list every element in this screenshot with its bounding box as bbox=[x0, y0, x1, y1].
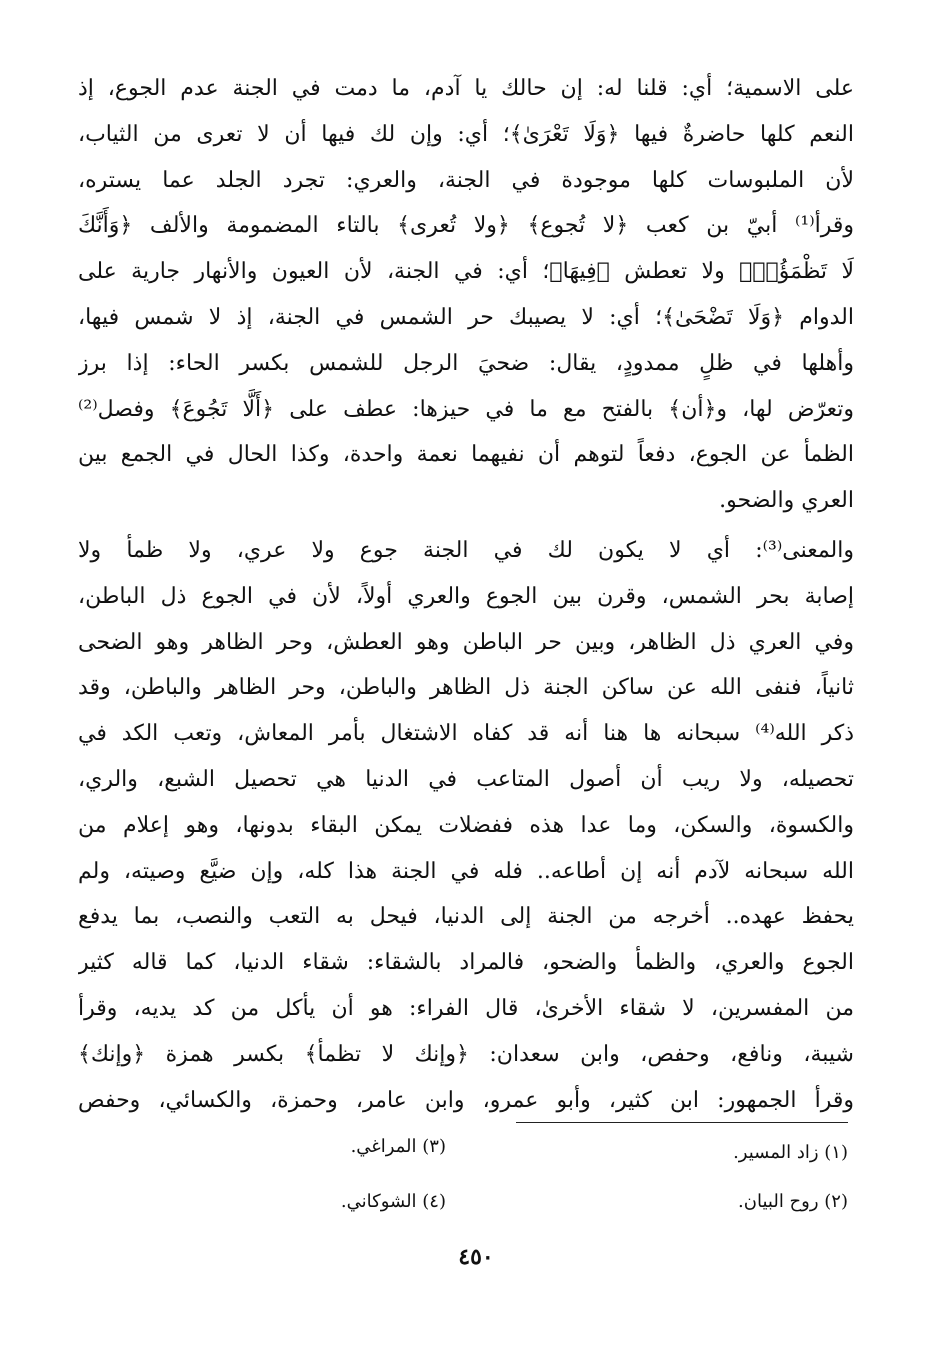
text-line-8: وتعرّض لها، و﴿أن﴾ بالفتح مع ما في حيزها: عطف على ﴿أَلَّا تَجُوعَ﴾ وفصل⁽²⁾ bbox=[78, 396, 854, 422]
text-line-14: ثانياً، فنفى الله عن ساكن الجنة ذل الظاهر والباطن، وحر الظاهر والباطن، وقد bbox=[78, 675, 854, 701]
text-line-17: والكسوة، والسكن، وما عدا هذه ففضلات يمكن البقاء بدونها، وهو إعلام من bbox=[78, 812, 854, 838]
footnote-separator bbox=[516, 1122, 848, 1123]
text-line-13: وفي العري ذل الظاهر، وبين حر الباطن وهو العطش، وحر الظاهر وهو الضحى bbox=[78, 629, 854, 655]
footnote-2: (٢) روح البيان. bbox=[738, 1191, 848, 1212]
text-line-12: إصابة بحر الشمس، وقرن بين الجوع والعري أولاً، لأن في الجوع ذل الباطن، bbox=[78, 583, 854, 609]
text-line-4: وقرأ⁽¹⁾ أبيّ بن كعب ﴿لا تُجوع﴾ ﴿ولا تُعرى﴾ بالتاء المضمومة والألف ﴿وَأَنَّكَ bbox=[78, 213, 854, 239]
text-line-22: شيبة، ونافع، وحفص، وابن سعدان: ﴿وإنك لا تظمأ﴾ بكسر همزة ﴿وإنك﴾ bbox=[78, 1041, 854, 1067]
text-line-6: الدوام ﴿وَلَا تَضْحَىٰ﴾؛ أي: لا يصيبك حر الشمس في الجنة، إذ لا شمس فيها، bbox=[78, 304, 854, 330]
text-line-5: لَا تَظْمَؤُا۟﴾ ولا تعطش ﴿فِيهَا﴾؛ أي: في الجنة، لأن العيون والأنهار جارية على bbox=[78, 259, 854, 285]
text-line-18: الله سبحانه لآدم أنه إن أطاعه.. فله في الجنة هذا كله، وإن ضيَّع وصيته، ولم bbox=[78, 858, 854, 884]
text-line-23: وقرأ الجمهور: ابن كثير، وأبو عمرو، وابن عامر، وحمزة، والكسائي، وحفص bbox=[78, 1087, 854, 1113]
footnote-4: (٤) الشوكاني. bbox=[340, 1191, 446, 1212]
text-line-16: تحصيله، ولا ريب أن أصول المتاعب في الدنيا هي تحصيل الشبع، والري، bbox=[78, 766, 854, 792]
text-line-11: والمعنى⁽³⁾: أي لا يكون لك في الجنة جوع ولا عري، ولا ظمأ ولا bbox=[78, 537, 854, 563]
page-number: ٤٥٠ bbox=[458, 1244, 494, 1270]
text-line-1: على الاسمية؛ أي: قلنا له: إن حالك يا آدم، ما دمت في الجنة عدم الجوع، إذ bbox=[78, 76, 854, 101]
footnote-1: (١) زاد المسير. bbox=[733, 1142, 848, 1163]
text-line-20: الجوع والعري، والظمأ والضحو، فالمراد بالشقاء: شقاء الدنيا، كما قاله كثير bbox=[78, 950, 854, 976]
text-line-21: من المفسرين، لا شقاء الأخرىٰ، قال الفراء: هو أن يأكل من كد يديه، وقرأ bbox=[78, 995, 854, 1021]
text-line-2: النعم كلها حاضرةٌ فيها ﴿وَلَا تَعْرَىٰ﴾؛ أي: وإن لك فيها أن لا تعرى من الثياب، bbox=[78, 121, 854, 147]
main-text bbox=[78, 66, 854, 1123]
text-line-3: لأن الملبوسات كلها موجودة في الجنة، والعري: تجرد الجلد عما يستره، bbox=[78, 167, 854, 193]
footnote-3: (٣) المراغي. bbox=[350, 1136, 446, 1157]
text-line-9: الظمأ عن الجوع، دفعاً لتوهم أن نفيهما نعمة واحدة، وكذا الحال في الجمع بين bbox=[78, 442, 854, 468]
text-line-19: يحفظ عهده.. أخرجه من الجنة إلى الدنيا، فيحل به التعب والنصب، بما يدفع bbox=[78, 904, 854, 930]
text-line-10: العري والضحو. bbox=[719, 488, 854, 514]
text-line-7: وأهلها في ظلٍ ممدودٍ، يقال: ضحيَ الرجل للشمس بكسر الحاء: إذا برز bbox=[78, 350, 854, 376]
text-line-15: ذكر الله⁽⁴⁾ سبحانه ها هنا أنه قد كفاه الاشتغال بأمر المعاش، وتعب الكد في bbox=[78, 721, 854, 747]
